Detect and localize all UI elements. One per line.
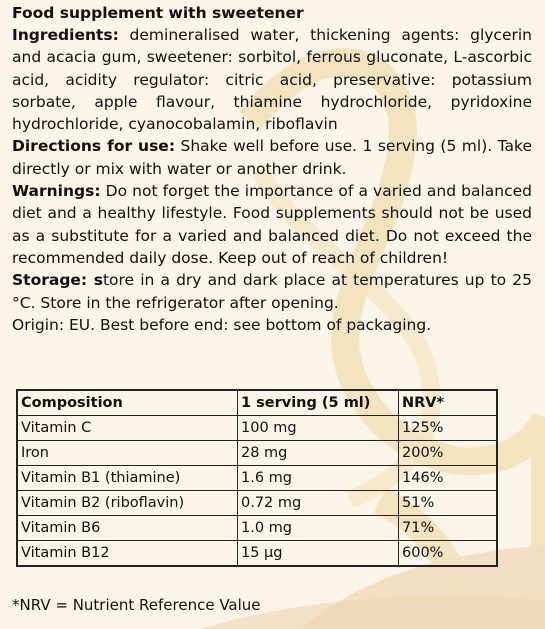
cell-nutrient: Vitamin B12 [17,541,238,567]
label-text-block [12,2,532,336]
cell-nrv: 71% [399,516,498,541]
composition-table [16,389,498,567]
table-row [17,466,497,491]
table-row [17,416,497,441]
cell-nrv: 600% [399,541,498,567]
cell-amount: 15 µg [238,541,399,567]
header-nrv: NRV* [399,390,498,416]
warnings-paragraph [12,180,532,269]
table-row [17,541,497,567]
cell-nutrient: Vitamin C [17,416,238,441]
cell-amount: 28 mg [238,441,399,466]
origin-paragraph: Origin: EU. Best before end: see bottom of packaging. [12,315,432,334]
warnings-text: Do not forget the importance of a varied and balanced diet and a healthy lifestyle. Food supplements should not be used as a substitute for a varied and balanced diet. Do not exceed the recommended daily dose. Keep out of reach of children! [12,182,532,267]
table-row [17,491,497,516]
cell-amount: 0.72 mg [238,491,399,516]
directions-label: Directions for use: [12,137,176,156]
header-serving: 1 serving (5 ml) [238,390,399,416]
table-row [17,441,497,466]
cell-amount: 1.0 mg [238,516,399,541]
storage-label: Storage: s [12,271,103,290]
table-row [17,516,497,541]
table-header-row [17,390,497,416]
product-title: Food supplement with sweetener [12,4,304,22]
cell-nutrient: Iron [17,441,238,466]
header-composition: Composition [17,390,238,416]
cell-nutrient: Vitamin B1 (thiamine) [17,466,238,491]
cell-nrv: 146% [399,466,498,491]
cell-nrv: 51% [399,491,498,516]
cell-amount: 1.6 mg [238,466,399,491]
ingredients-label: Ingredients: [12,26,119,44]
storage-text: tore in a dry and dark place at temperatures up to 25 °C. Store in the refrigerator after opening. [12,271,532,312]
nrv-footnote: *NRV = Nutrient Reference Value [12,596,261,614]
cell-amount: 100 mg [238,416,399,441]
directions-text: Shake well before use. 1 serving (5 ml). Take directly or mix with water or another drink. [12,137,532,178]
directions-paragraph [12,135,532,180]
storage-paragraph [12,269,532,314]
cell-nrv: 200% [399,441,498,466]
cell-nrv: 125% [399,416,498,441]
ingredients-text: demineralised water, thickening agents: glycerin and acacia gum, sweetener: sorbitol, ferrous gluconate, L-ascorbic acid, acidity regulator: citric acid, preservative: potassium sorbate, apple flavour, thiamine hydrochloride, pyridoxine hydrochloride, cyanocobalamin, riboflavin [12,26,532,134]
cell-nutrient: Vitamin B2 (riboflavin) [17,491,238,516]
ingredients-paragraph [12,24,532,135]
cell-nutrient: Vitamin B6 [17,516,238,541]
warnings-label: Warnings: [12,182,101,201]
